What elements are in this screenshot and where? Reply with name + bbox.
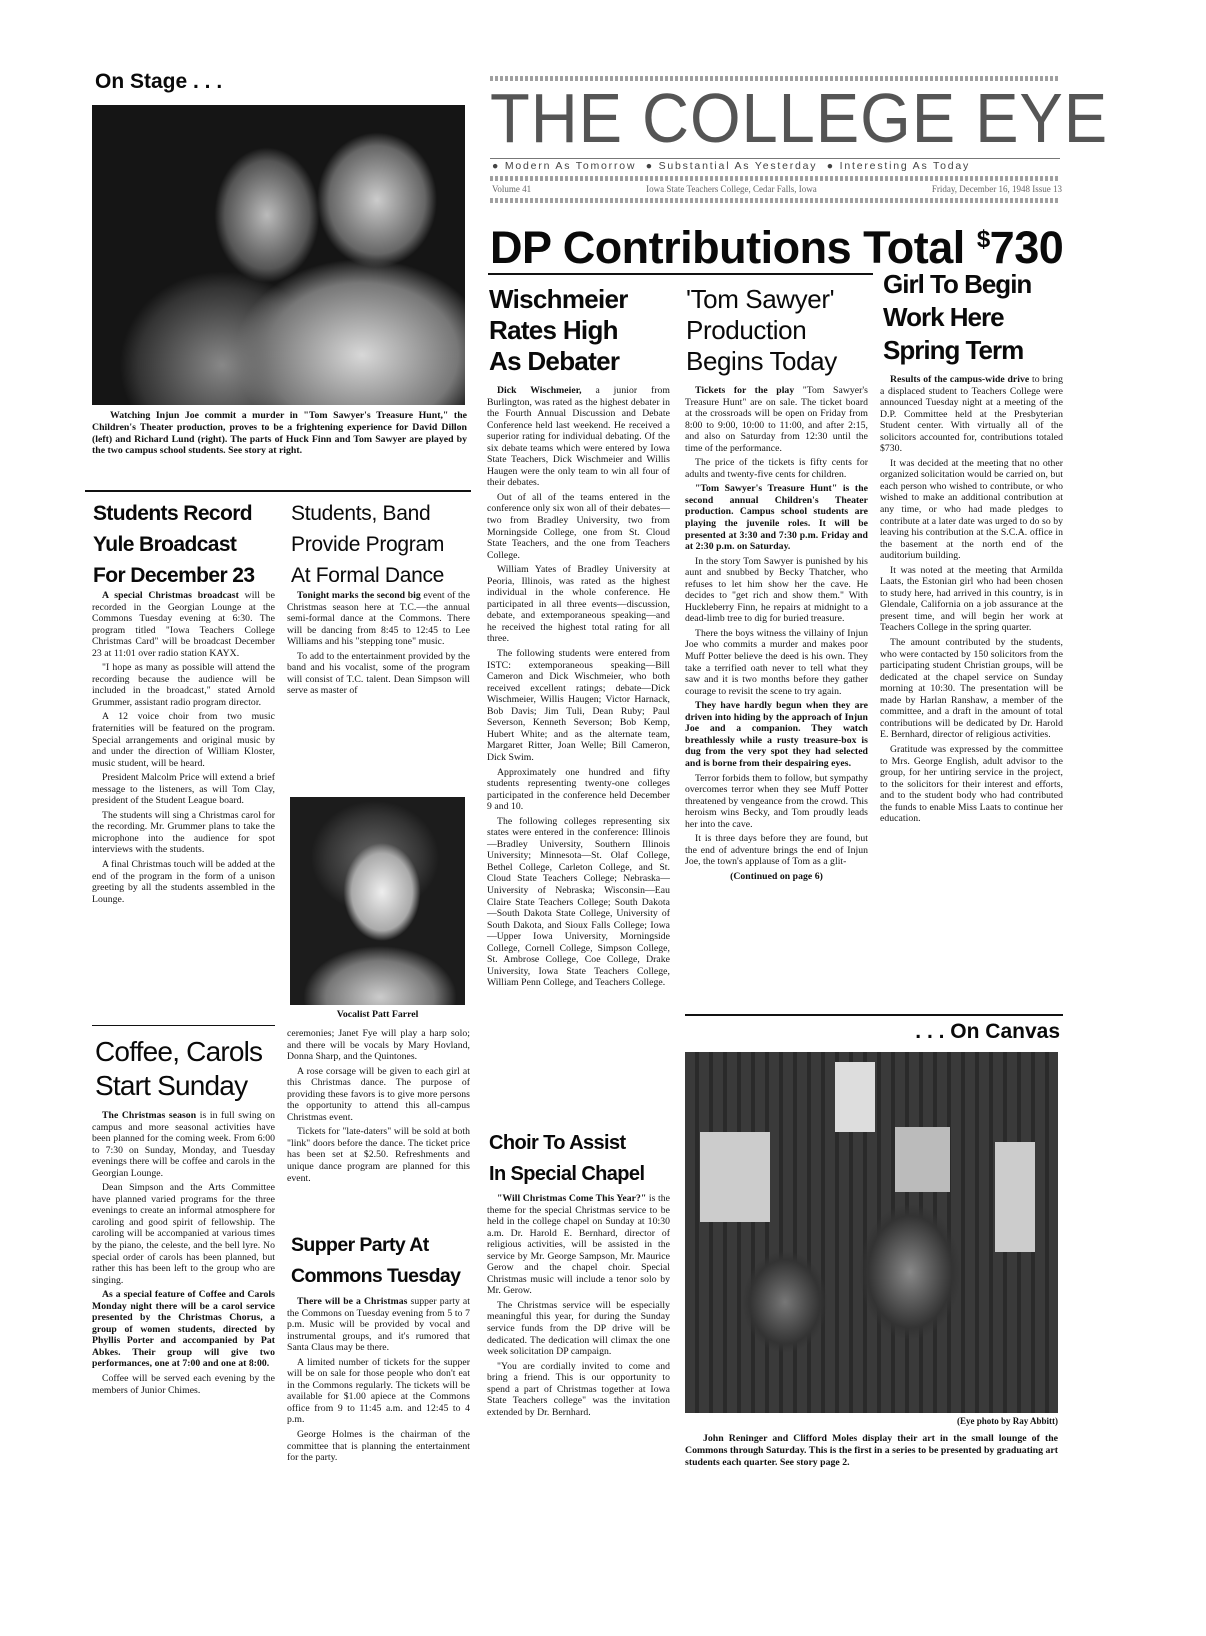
headline-line: Begins Today [686,346,837,376]
paragraph [92,772,275,807]
paragraph-text: It was noted at the meeting that Armilda Laats, the Estonian girl who had been chosen to study here, had arrived in this country, is in Glendale, California on a job assurance at the present time, and will begin her work at Teachers College in the spring quarter. [880,564,1063,634]
paragraph [880,565,1063,634]
paragraph [685,628,868,697]
lead-text: Tonight marks the second big [297,590,421,601]
paragraph-text: President Malcolm Price will extend a brief message to the listeners, as will Tom Clay, president of the Student League board. [92,772,275,807]
paragraph-text: Out of all of the teams entered in the conference only six won all of their debates—two from Bradley University, two from Morningside College, one from St. Cloud State Teachers, and the one from Teachers College. [487,491,670,561]
paragraph-text: is the theme for the special Christmas service to be held in the college chapel on Sunday at 10:30 a.m. Dr. Harold E. Bernhard, director of religious activities, will be assisted in the service by Mr. George Sampson, Mr. Maurice Gerow and the chapel choir. Special Christmas music will include a tenor solo by Mr. Gerow. [487,1193,670,1297]
paragraph [287,651,470,697]
paragraph-text: The price of the tickets is fifty cents for adults and twenty-five cents for children. [685,457,868,480]
paragraph [685,556,868,625]
paragraph [487,1300,670,1358]
headline-line: Start Sunday [95,1070,248,1101]
paragraph [287,1066,470,1124]
masthead-rule [490,158,1060,159]
headline-line: Yule Broadcast [93,533,237,556]
paragraph-text: The amount contributed by the students, who were contacted by 150 solicitors from the participating student Christian groups, will be dedicated at the chapel service on Sunday morning at 10:30. The presentation will be made by Harlan Ranshaw, a member of the committee, and a draft in the amount of total contributions will be dedicated by Dr. Harold E. Bernhard, director of religious activities. [880,637,1063,741]
paragraph [685,457,868,480]
paragraph [287,1126,470,1184]
section-header-on-stage: On Stage . . . [95,70,223,93]
paragraph [287,1357,470,1426]
paragraph [685,483,868,552]
article-body-dance-continued [287,1028,470,1223]
paragraph-text: A limited number of tickets for the supper will be on sale for those people who don't eat in the Commons regularly. The tickets will be available for $1.00 apiece at the Commons office from 9 to 11:45 a.m. and 12:45 to 4 p.m. [287,1356,470,1426]
article-body-sawyer [685,385,868,1012]
paragraph-text: William Yates of Bradley University at Peoria, Illinois, was rated as the highest individual in the whole conference. He participated in all three events—discussion, debate, and extemporaneous speaking—and he received the highest total rating for all three. [487,564,670,645]
paragraph [287,1028,470,1063]
paragraph-text: "Tom Sawyer's Treasure Hunt" is the second annual Children's Theater production. Campus school students are playing the juvenile roles. It will be presented at 3:30 and 7:30 p.m. Friday and at 2:30 p.m. on Saturday. [685,483,868,553]
headline-debater [489,284,628,377]
divider [92,1025,275,1026]
masthead-dateline [492,184,1062,194]
vocalist-photo [290,797,465,1005]
paragraph [685,833,868,868]
paragraph [92,859,275,905]
paragraph [92,1289,275,1370]
paragraph [92,590,275,659]
volume-number: Volume 41 [492,184,532,194]
paragraph-text: "Tom Sawyer's Treasure Hunt" are on sale. The ticket board at the crossroads will be open on Friday from 8:00 to 9:00, 10:00 to 11:00, and after 2:15, and also on Saturday from 12:30 until the time of the performance. [685,385,869,454]
paragraph [487,564,670,645]
paragraph-text: George Holmes is the chairman of the committee that is planning the entertainment for the party. [287,1429,470,1464]
paragraph-text: Gratitude was expressed by the committee to Mrs. George English, adult advisor to the group, for her untiring service in the project, to the solicitors for their interest and efforts, and to the student body who had contributed the funds to enable Miss Laats to continue her education. [880,743,1063,825]
paragraph-text: To add to the entertainment provided by the band and his vocalist, some of the program will consist of T.C. talent. Dean Simpson will serve as master of [287,650,470,697]
headline-coffee [95,1035,262,1103]
paragraph-text: event of the Christmas season here at T.C.—the annual semi-formal dance at the Commons. There will be dancing from 8:45 to 12:45 to Lee Williams and his "stepping tone" music. [287,590,470,648]
paragraph [92,662,275,708]
headline-line: In Special Chapel [489,1163,645,1185]
masthead-border [490,176,1060,181]
paragraph [880,744,1063,825]
lead-text: "Will Christmas Come This Year?" [497,1193,647,1204]
canvas-photo-caption: John Reninger and Clifford Moles display their art in the small lounge of the Commons through Saturday. This is the first in a series to be presented by graduating art students each quarter. See story page 2. [685,1433,1058,1468]
paragraph-text: It was decided at the meeting that no other organized solicitation would be carried on, but each person who wished to contribute, or who wished to make an additional contribution at any time, or who had made pledges to contribute at a later date was urged to do so by leaving his contribution at the S.C.A. office in the basement at the north end of the auditorium building. [880,457,1063,562]
paragraph [92,711,275,769]
divider [685,1014,1063,1016]
headline-line: Students Record [93,502,253,525]
paragraph-text: "I hope as many as possible will attend the recording because the audience will be included in the broadcast," stated Arnold Grummer, assistant radio program director. [92,662,275,708]
banner-headline [490,212,1065,276]
paragraph [487,816,670,989]
paragraph-text: As a special feature of Coffee and Carols Monday night there will be a carol service presented by the Christmas Chorus, a group of women students, directed by Phyllis Porter and accompanied by Pat Abkes. Their group will give two performances, one at 7:00 and one at 8:00. [92,1289,275,1370]
paragraph [685,773,868,831]
paragraph-text: will be recorded in the Georgian Lounge at the Commons Tuesday evening at 6:30. The program titled "Iowa Teachers College Christmas Card" will be broadcast December 23 at 11:01 over radio station KAYX. [92,590,275,659]
paragraph-text: Tickets for "late-daters" will be sold at both "link" doors before the dance. The ticket price has been set at $2.50. Refreshments and unique dance program are planned for this event. [287,1126,470,1184]
motto-part: Modern As Tomorrow [504,160,637,172]
headline-line: 'Tom Sawyer' [686,284,835,314]
paragraph-text: A 12 voice choir from two music fraternities will be featured on the program. Special arrangements and original music by and under the direction of William Kloster, music student, will be heard. [92,711,275,769]
paragraph-text: Dean Simpson and the Arts Committee have planned varied programs for the three evenings to create an informal atmosphere for caroling and good spirit of fellowship. The caroling will be accompanied at various times by the piano, the celeste, and the bell lyre. No special order of carols has been planned, but rather this has been left to the group who are singing. [92,1182,275,1286]
lead-text: A special Christmas broadcast [102,590,239,601]
paragraph [487,385,670,489]
paragraph-text: There the boys witness the villainy of Injun Joe who commits a murder and makes poor Muff Potter believe the deed is his own. They take a terrified oath never to tell what they saw and it is two months before they gather courage to revisit the scene to try again. [685,627,868,697]
headline-line: Supper Party At [291,1234,429,1256]
paragraph [880,458,1063,562]
headline-line: Provide Program [291,533,445,556]
paragraph-text: ceremonies; Janet Fye will play a harp solo; and there will be vocals by Mary Hovland, Donna Sharp, and the Quintones. [287,1028,470,1063]
motto-part: Substantial As Yesterday [658,160,818,172]
headline-line: Commons Tuesday [291,1265,461,1287]
paragraph [287,1296,470,1354]
paragraph-text: a junior from Burlington, was rated as the highest debater in the Fourth Annual Discussion and Debate Conference held last weekend. He received a superior rating for individual debating. Of the six debate teams which were entered by Iowa State Teachers, Dick Wischmeier and Willis Haugen were the only team to win all four of their debates. [487,385,670,489]
headline-sawyer [686,284,837,377]
paragraph-text: A final Christmas touch will be added at the end of the program in the form of a unison greeting by all the students assembled in the Lounge. [92,859,275,905]
section-header-on-canvas: . . . On Canvas [915,1020,1060,1043]
lead-text: Results of the campus-wide drive [890,374,1030,385]
banner-headline-text: DP Contributions Total [490,222,965,273]
divider [85,490,471,492]
lead-text: Tickets for the play [695,385,795,396]
stage-photo [92,105,465,405]
stage-photo-caption: Watching Injun Joe commit a murder in "Tom Sawyer's Treasure Hunt," the Children's Theater production, proves to be a frightening experience for David Dillon (left) and Richard Lund (right). The parts of Huck Finn and Tom Sawyer are played by the two campus school students. See story at right. [92,410,467,457]
paragraph-text: "You are cordially invited to come and bring a friend. This is our opportunity to spend a part of Christmas together at Iowa State Teachers college" was the invitation extended by Dr. Bernhard. [487,1360,670,1418]
article-body-dance [287,590,470,788]
paragraph-text: The following colleges representing six states were entered in the conference: Illinois—Bradley University, Southern Illinois University; Minnesota—St. Olaf College, Bethel College, Carleton College, and St. Cloud State Teachers College; Nebraska—University of Nebraska; Wisconsin—Eau Claire State Teachers College; South Dakota—South Dakota State College, University of South Dakota, and Sioux Falls College; Iowa—Upper Iowa University, Morningside College, Cornell College, Simpson College, St. Ambrose College, Coe College, Drake University, Iowa State Teachers College, William Penn College, and Teachers College. [487,815,670,989]
paragraph [287,590,470,648]
paragraph-text: In the story Tom Sawyer is punished by his aunt and snubbed by Becky Thatcher, who refuses to let him show her the cave. He decides to "get rich and show them." With Huckleberry Finn, he repairs at midnight to a dead-limb tree to dig for buried treasure. [685,555,868,625]
paragraph-text: It is three days before they are found, but the end of adventure brings the end of Injun Joe, the town's applause of Tom as a glit- [685,833,868,868]
article-body-supper [287,1296,470,1496]
masthead-motto: ● Modern As Tomorrow ● Substantial As Yesterday ● Interesting As Today [492,160,971,172]
paragraph [685,871,868,883]
paragraph-text: The following students were entered from ISTC: extemporaneous speaking—Bill Cameron and Dick Wischmeier, who both received excellent ratings; debate—Dick Wischmeier, Willis Haugen; Victor Harnack, Bob Davis; Jim Tuli, Dean Ruby; Paul Severson, Kenneth Severson; Bob Kemp, Hubert White; and as the alternate team, Margaret Ritter, Joan Welle; Bill Cameron, Dick Swim. [487,648,670,763]
headline-line: At Formal Dance [291,564,445,587]
masthead-title: THE COLLEGE EYE [490,79,1109,157]
vocalist-photo-caption: Vocalist Patt Farrel [336,1009,419,1020]
paragraph [487,648,670,763]
headline-girl [883,268,1031,367]
article-body-girl [880,374,1063,1014]
paragraph-text: The students will sing a Christmas carol for the recording. Mr. Grummer plans to take the microphone into the audience for spot interviews with the students. [92,809,275,856]
headline-choir [489,1128,644,1190]
headline-supper [291,1230,460,1292]
paragraph-text: is in full swing on campus and more seasonal activities have been planned for the coming week. From 6:00 to 7:30 on Sunday, Monday, and Tuesday evenings there will be coffee and carols in the Georgian Lounge. [92,1110,275,1179]
lead-text: The Christmas season [102,1110,197,1121]
paragraph-text: Approximately one hundred and fifty students representing twenty-one colleges participated in the conference held December 9 and 10. [487,766,670,813]
paragraph [92,1373,275,1396]
headline-line: Girl To Begin [883,269,1032,299]
headline-line: Production [686,315,807,345]
headline-dance [291,498,444,591]
paragraph-text: supper party at the Commons on Tuesday evening from 5 to 7 p.m. Music will be provided by vocal and instrumental groups, and it's rumored that Santa Claus may be there. [287,1296,471,1354]
paragraph-text: to bring a displaced student to Teachers College were announced Tuesday night at a meeting of the D.P. Committee held at the Presbyterian Student center. With virtually all of the solicitors accounted for, contributions totaled $730. [880,374,1064,455]
paragraph-text: A rose corsage will be given to each girl at this Christmas dance. The purpose of providing these favors is to give more persons the opportunity to attend this all-campus Christmas event. [287,1065,470,1123]
paragraph-text: (Continued on page 6) [730,870,823,882]
headline-line: Students, Band [291,502,431,525]
paragraph-text: The Christmas service will be especially meaningful this year, for during the Sunday service funds from the DP drive will be dedicated. The dedication will climax the one week solicitation DP campaign. [487,1299,670,1358]
canvas-photo [685,1052,1058,1413]
lead-text: Dick Wischmeier, [497,385,582,396]
headline-line: Spring Term [883,335,1024,365]
paragraph [287,1429,470,1464]
issue-date: Friday, December 16, 1948 Issue 13 [931,184,1062,194]
lead-text: There will be a Christmas [297,1296,408,1307]
article-body-broadcast [92,590,275,1022]
paragraph [880,637,1063,741]
motto-part: Interesting As Today [839,160,971,172]
headline-line: Work Here [883,302,1004,332]
paragraph [92,1182,275,1286]
paragraph [92,810,275,856]
headline-broadcast [93,498,254,591]
paragraph-text: Terror forbids them to follow, but sympathy overcomes terror when they see Muff Potter threatened by vengeance from the crowd. This heroism wins Becky, and Tom proudly leads her into the cave. [685,772,868,830]
paragraph-text: Coffee will be served each evening by the members of Junior Chimes. [92,1373,275,1396]
article-body-coffee [92,1110,275,1495]
headline-line: Coffee, Carols [95,1036,263,1067]
paragraph [487,1361,670,1419]
headline-line: As Debater [489,346,620,376]
article-body-choir [487,1193,670,1493]
paragraph [487,492,670,561]
paragraph-text: They have hardly begun when they are driven into hiding by the approach of Injun Joe and a companion. They watch breathlessly while a rusty treasure-box is dug from the very spot they had selected and is borne from their despairing eyes. [685,700,868,769]
publisher: Iowa State Teachers College, Cedar Falls, Iowa [646,184,817,194]
headline-line: For December 23 [93,564,255,587]
paragraph [487,767,670,813]
canvas-photo-credit: (Eye photo by Ray Abbitt) [956,1416,1058,1426]
article-body-debater [487,385,670,1120]
paragraph [685,700,868,769]
headline-line: Choir To Assist [489,1132,626,1154]
banner-headline-amount: $730 [976,222,1064,273]
paragraph [685,385,868,454]
headline-line: Wischmeier [489,284,628,314]
divider [488,273,873,275]
paragraph [92,1110,275,1179]
paragraph [880,374,1063,455]
masthead-border [490,198,1060,203]
paragraph [487,1193,670,1297]
headline-line: Rates High [489,315,618,345]
